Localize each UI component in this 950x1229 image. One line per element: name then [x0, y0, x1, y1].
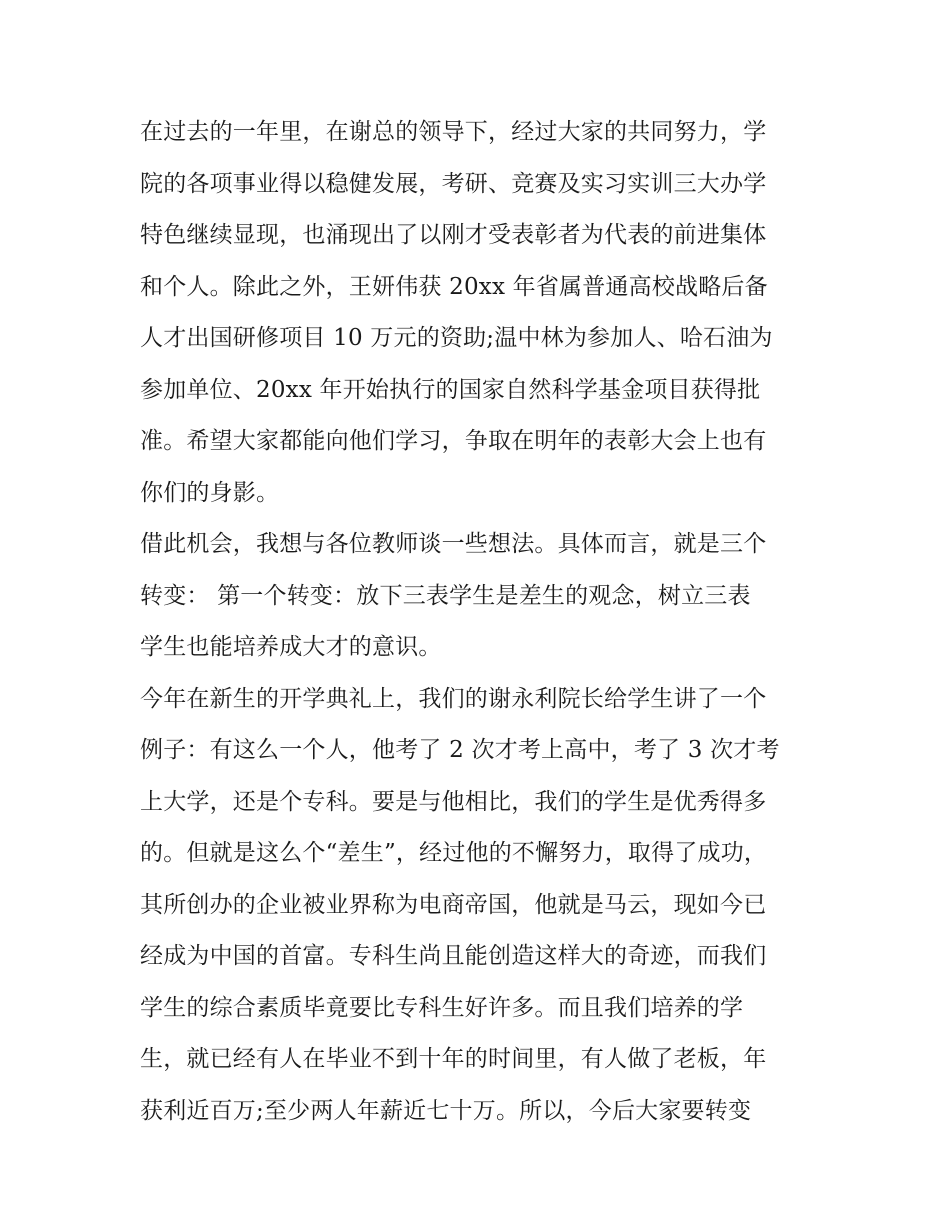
text-line: 获利近百万;至少两人年薪近七十万。所以，今后大家要转变	[140, 1097, 752, 1124]
text-line: 例子：有这么一个人，他考了 2 次才考上高中，考了 3 次才考	[140, 737, 780, 763]
text-line: 学生的综合素质毕竟要比专科生好许多。而且我们培养的学	[140, 994, 744, 1021]
text-line: 生，就已经有人在毕业不到十年的时间里，有人做了老板，年	[140, 1046, 767, 1072]
text-line: 借此机会，我想与各位教师谈一些想法。具体而言，就是三个	[140, 531, 767, 557]
text-line: 和个人。除此之外，王妍伟获 20xx 年省属普通高校战略后备	[140, 273, 768, 300]
text-line: 在过去的一年里，在谢总的领导下，经过大家的共同努力，学	[140, 119, 767, 145]
text-line: 的。但就是这么个“差生”，经过他的不懈努力，取得了成功，	[140, 840, 768, 866]
body-text	[140, 107, 820, 1137]
text-line: 其所创办的企业被业界称为电商帝国，他就是马云，现如今已	[140, 891, 767, 918]
text-line: 转变： 第一个转变：放下三表学生是差生的观念，树立三表	[140, 582, 751, 609]
text-line: 准。希望大家都能向他们学习，争取在明年的表彰大会上也有	[140, 428, 767, 454]
text-line: 院的各项事业得以稳健发展，考研、竞赛及实习实训三大办学	[140, 170, 767, 197]
text-line: 经成为中国的首富。专科生尚且能创造这样大的奇迹，而我们	[140, 943, 767, 969]
text-line: 学生也能培养成大才的意识。	[140, 634, 442, 660]
text-line: 参加单位、20xx 年开始执行的国家自然科学基金项目获得批	[140, 376, 761, 403]
text-line: 人才出国研修项目 10 万元的资助;温中林为参加人、哈石油为	[140, 325, 773, 351]
text-line: 上大学，还是个专科。要是与他相比，我们的学生是优秀得多	[140, 788, 767, 815]
text-line: 你们的身影。	[140, 479, 280, 506]
text-line: 特色继续显现，也涌现出了以刚才受表彰者为代表的前进集体	[140, 222, 767, 248]
text-line: 今年在新生的开学典礼上，我们的谢永利院长给学生讲了一个	[140, 685, 767, 712]
